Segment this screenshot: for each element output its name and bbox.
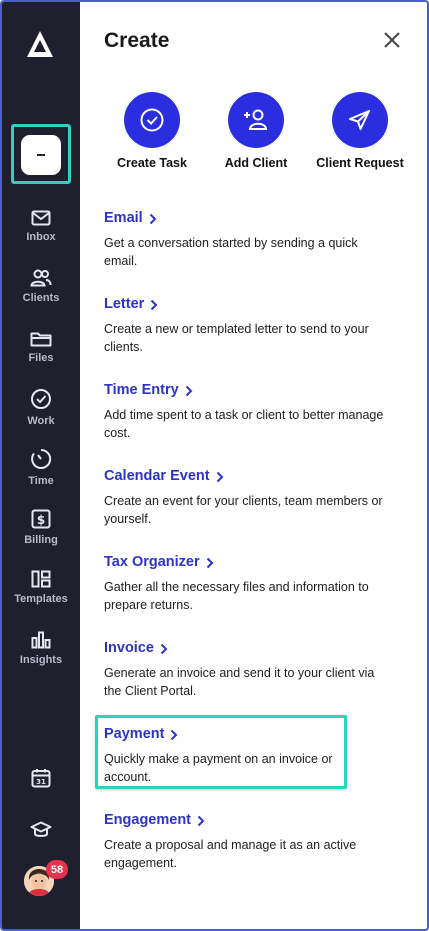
- users-icon: [30, 269, 52, 287]
- client-request-label: Client Request: [316, 156, 404, 170]
- tax-organizer-link[interactable]: [104, 554, 394, 570]
- svg-text:31: 31: [36, 778, 46, 786]
- sidebar-item-label: Work: [27, 415, 55, 427]
- item-description: Create an event for your clients, team members or yourself.: [104, 494, 383, 526]
- add-user-icon: [242, 108, 270, 132]
- layout-icon: [31, 570, 51, 588]
- sidebar-item-files[interactable]: [2, 331, 80, 364]
- create-button[interactable]: [21, 135, 61, 175]
- item-title: Calendar Event: [104, 468, 210, 484]
- list-item-invoice: [104, 640, 394, 700]
- mail-icon: [31, 210, 51, 226]
- app-logo-icon[interactable]: [24, 28, 56, 60]
- add-client-label: Add Client: [224, 156, 288, 170]
- add-client-circle[interactable]: [228, 92, 284, 148]
- sidebar-item-templates[interactable]: [2, 570, 80, 605]
- sidebar-item-clients[interactable]: [2, 269, 80, 304]
- list-item-email: [104, 210, 394, 270]
- email-link[interactable]: [104, 210, 394, 226]
- sidebar: [2, 2, 80, 929]
- item-title: Letter: [104, 296, 145, 312]
- sidebar-item-label: Files: [28, 352, 54, 364]
- timer-icon: [30, 448, 52, 470]
- create-task-label: Create Task: [117, 156, 187, 170]
- svg-text:$: $: [36, 513, 46, 527]
- item-description: Generate an invoice and send it to your client via the Client Portal.: [104, 666, 375, 698]
- list-item-letter: [104, 296, 394, 356]
- sidebar-item-label: Clients: [22, 292, 60, 304]
- sidebar-item-inbox[interactable]: [2, 210, 80, 243]
- minus-icon: [37, 154, 45, 156]
- sidebar-item-label: Insights: [19, 654, 63, 666]
- item-title: Payment: [104, 726, 165, 742]
- letter-link[interactable]: [104, 296, 394, 312]
- item-description: Gather all the necessary files and information to prepare returns.: [104, 580, 369, 612]
- item-description: Create a proposal and manage it as an active engagement.: [104, 838, 357, 870]
- calendar-icon: [31, 768, 51, 788]
- graduation-cap-icon: [30, 820, 52, 840]
- sidebar-item-work[interactable]: [2, 388, 80, 427]
- item-title: Engagement: [104, 812, 192, 828]
- sidebar-item-billing[interactable]: [2, 509, 80, 546]
- panel-title: Create: [104, 29, 170, 52]
- chevron-right-icon: [216, 471, 224, 483]
- notification-badge: 58: [46, 860, 68, 879]
- item-description: Quickly make a payment on an invoice or account.: [104, 752, 333, 784]
- chevron-right-icon: [185, 385, 193, 397]
- dollar-icon: [31, 509, 51, 529]
- paper-plane-icon: [347, 107, 373, 133]
- item-title: Tax Organizer: [104, 554, 200, 570]
- calendar-event-link[interactable]: [104, 468, 394, 484]
- item-description: Add time spent to a task or client to better manage cost.: [104, 408, 384, 440]
- sidebar-item-learning[interactable]: [2, 820, 80, 840]
- close-icon[interactable]: [382, 30, 402, 50]
- chevron-right-icon: [150, 299, 158, 311]
- folder-icon: [30, 331, 52, 347]
- item-title: Invoice: [104, 640, 154, 656]
- add-client-button[interactable]: [206, 92, 306, 170]
- sidebar-item-insights[interactable]: [2, 631, 80, 666]
- create-button-highlight: [11, 124, 71, 184]
- payment-link[interactable]: [104, 726, 394, 742]
- engagement-link[interactable]: [104, 812, 394, 828]
- chevron-right-icon: [170, 729, 178, 741]
- check-circle-icon: [139, 107, 165, 133]
- sidebar-item-calendar[interactable]: [2, 768, 80, 788]
- list-item-time-entry: [104, 382, 394, 442]
- item-title: Email: [104, 210, 143, 226]
- chevron-right-icon: [206, 557, 214, 569]
- sidebar-item-label: Templates: [14, 593, 68, 605]
- list-item-calendar-event: [104, 468, 394, 528]
- create-task-circle[interactable]: [124, 92, 180, 148]
- item-description: Create a new or templated letter to send to your clients.: [104, 322, 369, 354]
- sidebar-item-time[interactable]: [2, 448, 80, 487]
- list-item-engagement: [104, 812, 394, 872]
- client-request-button[interactable]: [310, 92, 410, 170]
- client-request-circle[interactable]: [332, 92, 388, 148]
- item-title: Time Entry: [104, 382, 179, 398]
- chevron-right-icon: [160, 643, 168, 655]
- bar-chart-icon: [31, 631, 51, 649]
- list-item-tax-organizer: [104, 554, 394, 614]
- sidebar-item-label: Billing: [24, 534, 58, 546]
- sidebar-item-label: Inbox: [26, 231, 56, 243]
- check-circle-icon: [30, 388, 52, 410]
- item-description: Get a conversation started by sending a quick email.: [104, 236, 358, 268]
- create-task-button[interactable]: [102, 92, 202, 170]
- chevron-right-icon: [197, 815, 205, 827]
- chevron-right-icon: [149, 213, 157, 225]
- list-item-payment: [104, 726, 394, 786]
- time-entry-link[interactable]: [104, 382, 394, 398]
- invoice-link[interactable]: [104, 640, 394, 656]
- sidebar-item-label: Time: [28, 475, 54, 487]
